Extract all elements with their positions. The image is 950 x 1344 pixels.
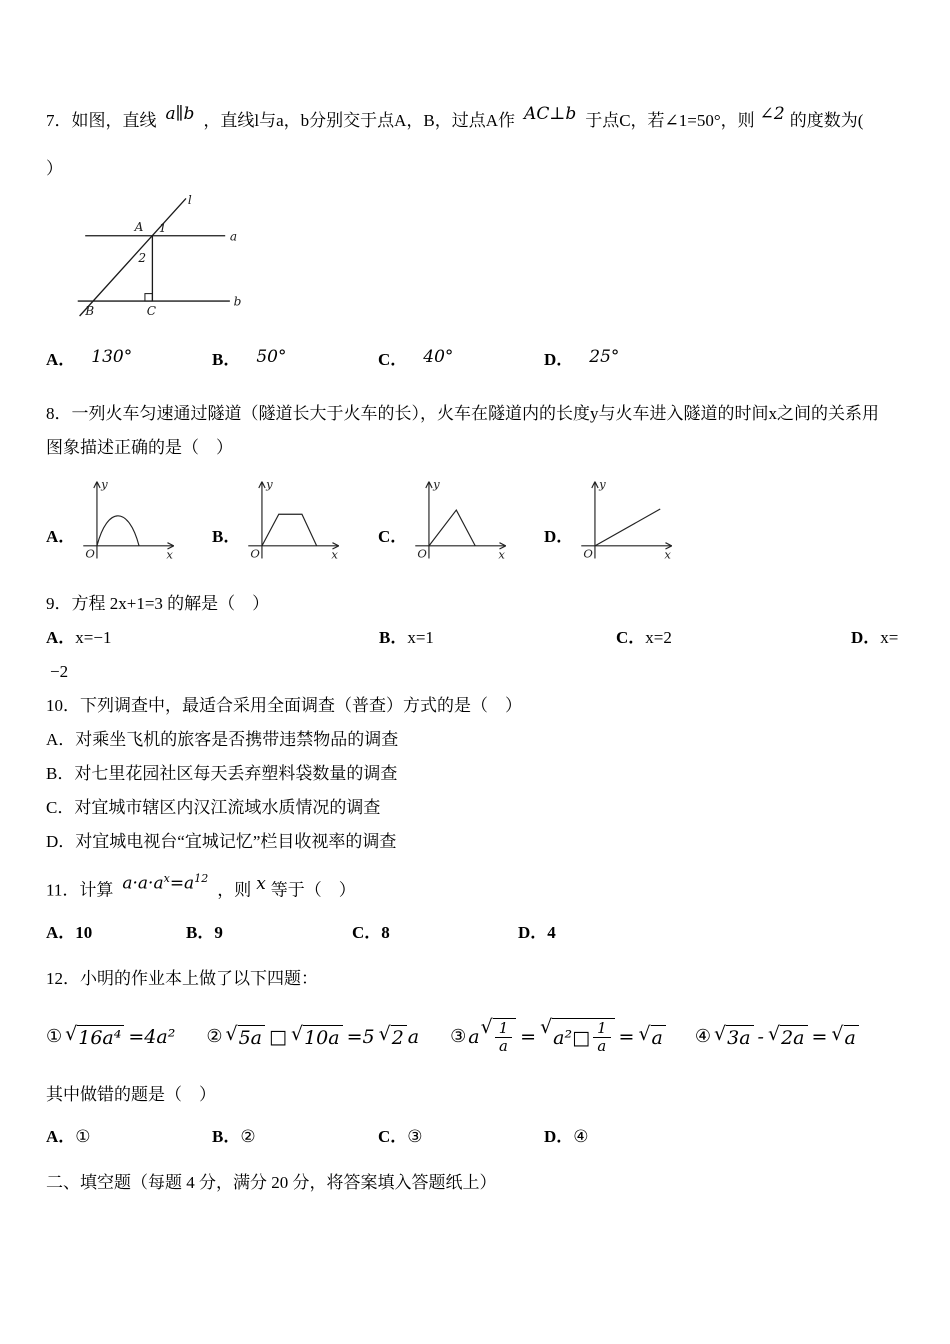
q10-option-b: B．对七里花园社区每天丢弃塑料袋数量的调查 [46, 764, 398, 783]
y-axis-label: y [101, 476, 108, 491]
q11-option-b [186, 916, 352, 950]
q9-option-d-label: D． [851, 628, 881, 647]
fraction-1-over-a [593, 1020, 610, 1055]
q11-option-b-value: 9 [214, 922, 223, 942]
q12-option-b-value: ② [240, 1126, 256, 1146]
q8-option-a [46, 473, 212, 565]
q8-option-b-label: B． [212, 527, 241, 546]
circled-2: ② [206, 1026, 223, 1048]
section-2-header: 二、填空题（每题 4 分，满分 20 分，将答案填入答题纸上） [46, 1172, 497, 1192]
q9-option-b-label: B． [379, 628, 408, 647]
question-8 [46, 397, 908, 565]
question-9-text: 9．方程 2x+1=3 的解是（ ） [46, 594, 270, 613]
x-axis-label: x [331, 547, 339, 562]
curve-rising-line [595, 509, 660, 546]
question-11-text [46, 869, 908, 908]
fraction-denominator: a [499, 1038, 508, 1056]
sqrt-10a [291, 1025, 343, 1049]
origin-label: O [417, 546, 428, 561]
q9-option-b [379, 621, 616, 655]
radicand-a-squared: √ a²□ [553, 1026, 591, 1049]
q10-option-c: C．对宜城市辖区内汉江流域水质情况的调查 [46, 798, 381, 817]
label-angle-1: 1 [158, 221, 167, 235]
q9-option-a [46, 621, 379, 655]
q7-text-post: 的度数为( [789, 111, 864, 130]
q12-option-d [544, 1120, 710, 1154]
q7-text-mid2: 于点C，若∠1=50°，则 [585, 111, 755, 130]
sqrt-16a4 [65, 1025, 124, 1049]
graph-d-rising-line [576, 473, 676, 565]
worked-item-2 [206, 1025, 422, 1049]
curve-triangle [429, 510, 475, 546]
curve-hump [97, 516, 139, 546]
x-axis-label: x [166, 547, 174, 562]
y-axis-label: y [433, 476, 440, 491]
q7-text-mid1: ，直线l与a，b分别交于点A，B，过点A作 [203, 111, 516, 130]
sqrt-a [638, 1025, 665, 1049]
q7-option-a-label: A． [46, 350, 76, 369]
label-B: B [85, 304, 95, 319]
sqrt-5a [225, 1025, 265, 1049]
curve-trapezoid [262, 514, 317, 546]
q8-text-line2: 图象描述正确的是（ ） [46, 438, 233, 457]
label-angle-2: 2 [138, 250, 147, 265]
q7-option-b-value: 50° [256, 347, 287, 367]
circled-1: ① [46, 1026, 63, 1048]
item1-result: =4a² [128, 1025, 176, 1048]
q12-option-b-label: B． [212, 1126, 241, 1146]
question-10-text: 10．下列调查中，最适合采用全面调查（普查）方式的是（ ） [46, 696, 522, 715]
x-axis-label: x [664, 547, 672, 562]
q11-option-a-value: 10 [75, 922, 93, 942]
label-C: C [146, 304, 157, 319]
q11-option-a [46, 916, 186, 950]
item2-trailing-a: a [407, 1025, 420, 1048]
q7-option-c [378, 343, 544, 377]
q11-text-end: 等于（ ） [270, 880, 356, 900]
q11-option-b-label: B． [186, 922, 215, 942]
item3-equals-1: = [520, 1025, 537, 1048]
q9-options [46, 621, 908, 655]
q11-option-c [352, 916, 518, 950]
q11-option-d-value: 4 [547, 922, 556, 942]
fraction-denominator: a [597, 1038, 607, 1056]
item4-minus: - [757, 1025, 764, 1048]
radicand-5a: √ 5a [238, 1025, 265, 1049]
q12-option-c-label: C． [378, 1126, 408, 1146]
q10-option-d: D．对宜城电视台“宜城记忆”栏目收视率的调查 [46, 832, 397, 851]
q11-options [46, 916, 908, 950]
q11-formula-equals: =a [169, 873, 195, 894]
q7-option-c-value: 40° [423, 347, 454, 367]
q7-text-pre: 7．如图，直线 [46, 111, 157, 130]
q8-option-c-label: C． [378, 527, 408, 546]
q11-variable-x: x [256, 873, 266, 894]
worked-item-4 [695, 1025, 860, 1049]
q7-figure-wrap [46, 190, 908, 335]
q7-option-b-label: B． [212, 350, 241, 369]
q11-option-c-value: 8 [381, 922, 390, 942]
q7-formula-parallel: a∥b [165, 104, 195, 124]
radicand-2: √ 2 [391, 1025, 407, 1049]
q11-text-pre: 11．计算 [46, 880, 114, 900]
q7-option-b [212, 343, 378, 377]
sqrt-a2-times-frac [540, 1018, 614, 1055]
q9-option-d-value: x= [880, 628, 899, 647]
q9-option-b-value: x=1 [407, 628, 434, 647]
q7-option-a [46, 343, 212, 377]
radicand-3a: √ 3a [726, 1025, 753, 1049]
label-a: a [229, 229, 238, 244]
q8-text-line1: 8．一列火车匀速通过隧道（隧道长大于火车的长），火车在隧道内的长度y与火车进入隧道的时间x之间的关系用 [46, 404, 879, 423]
fraction-1-over-a [495, 1020, 512, 1055]
q11-option-a-label: A． [46, 922, 76, 942]
origin-label: O [250, 546, 261, 561]
q9-option-a-label: A． [46, 628, 76, 647]
q12-option-a-label: A． [46, 1126, 76, 1146]
origin-label: O [583, 546, 594, 561]
q7-formula-perpendicular: AC⊥b [524, 104, 577, 124]
q8-option-c [378, 473, 544, 565]
q9-option-d-wrapped-value: −2 [50, 662, 69, 681]
q7-geometry-figure [46, 190, 242, 330]
x-axis-label: x [498, 547, 506, 562]
sqrt-3a [714, 1025, 754, 1049]
q8-option-d [544, 473, 710, 565]
q11-exponent-x: x [163, 872, 170, 885]
q9-option-a-value: x=−1 [75, 628, 112, 647]
q7-option-a-value: 130° [91, 347, 133, 367]
radicand-a: √ a [651, 1025, 666, 1049]
q12-worked-problems [46, 1008, 908, 1066]
q7-formula-angle2: ∠2 [759, 104, 785, 124]
q7-option-d-value: 25° [589, 347, 620, 367]
label-b: b [233, 294, 242, 309]
q11-option-c-label: C． [352, 922, 382, 942]
graph-c-triangle [410, 473, 510, 565]
q12-options [46, 1120, 908, 1154]
graph-b-trapezoid [243, 473, 343, 565]
q11-option-d-label: D． [518, 922, 548, 942]
q12-option-a-value: ① [75, 1126, 91, 1146]
radicand-16a4: √ 16a⁴ [77, 1025, 124, 1049]
worked-item-3 [450, 1018, 667, 1055]
circled-4: ④ [694, 1026, 712, 1048]
origin-label: O [85, 546, 96, 561]
q12-question-text: 其中做错的题是（ ） [46, 1084, 216, 1104]
q8-option-a-label: A． [46, 527, 76, 546]
q9-option-d [851, 621, 898, 655]
item3-coefficient-a: a [468, 1025, 480, 1048]
q7-options [46, 343, 908, 377]
question-7-text [46, 104, 908, 138]
q12-option-d-label: D． [544, 1126, 574, 1146]
q9-option-c-label: C． [616, 628, 646, 647]
radicand-10a: √ 10a [303, 1025, 343, 1049]
q8-option-d-label: D． [544, 527, 574, 546]
fraction-numerator: 1 [593, 1020, 610, 1038]
worked-item-1 [46, 1025, 178, 1049]
graph-a-hump-curve [78, 473, 178, 565]
sqrt-frac-1-a [481, 1018, 517, 1055]
sqrt-a [831, 1025, 858, 1049]
q11-formula [122, 862, 208, 901]
y-axis-label: y [599, 476, 606, 491]
item4-equals: = [811, 1025, 828, 1048]
q9-option-c [616, 621, 851, 655]
q10-options [46, 723, 908, 859]
question-12-text: 12．小明的作业本上做了以下四题： [46, 968, 318, 988]
y-axis-label: y [266, 476, 274, 491]
q7-option-c-label: C． [378, 350, 408, 369]
circled-3: ③ [450, 1026, 467, 1048]
q11-text-mid: ，则 [217, 880, 252, 900]
q12-option-c-value: ③ [407, 1126, 423, 1146]
q11-formula-base: a·a·a [122, 873, 164, 894]
q9-option-c-value: x=2 [645, 628, 672, 647]
label-A: A [134, 220, 144, 235]
q10-option-a: A．对乘坐飞机的旅客是否携带违禁物品的调查 [46, 730, 399, 749]
q12-option-b [212, 1120, 378, 1154]
fraction-numerator: √ 1 [495, 1020, 512, 1038]
radicand-2a: √ 2a [780, 1025, 807, 1049]
q8-option-b [212, 473, 378, 565]
q12-option-a [46, 1120, 212, 1154]
q11-exponent-12: 12 [194, 872, 209, 885]
item3-equals-2: = [618, 1025, 635, 1048]
item2-operator: □ [269, 1025, 287, 1048]
right-angle-mark [145, 294, 152, 301]
label-l: l [187, 193, 192, 207]
q12-option-d-value: ④ [573, 1126, 589, 1146]
q11-option-d [518, 916, 684, 950]
q12-option-c [378, 1120, 544, 1154]
item2-equals-5: =5 [346, 1025, 375, 1048]
sqrt-2 [379, 1025, 407, 1049]
line-l [80, 198, 186, 319]
q7-close-paren: ） [46, 159, 63, 178]
q7-option-d-label: D． [544, 350, 574, 369]
q8-graph-options [46, 473, 908, 565]
q7-option-d [544, 343, 710, 377]
radicand-a: √ a [844, 1025, 859, 1049]
sqrt-2a [768, 1025, 808, 1049]
